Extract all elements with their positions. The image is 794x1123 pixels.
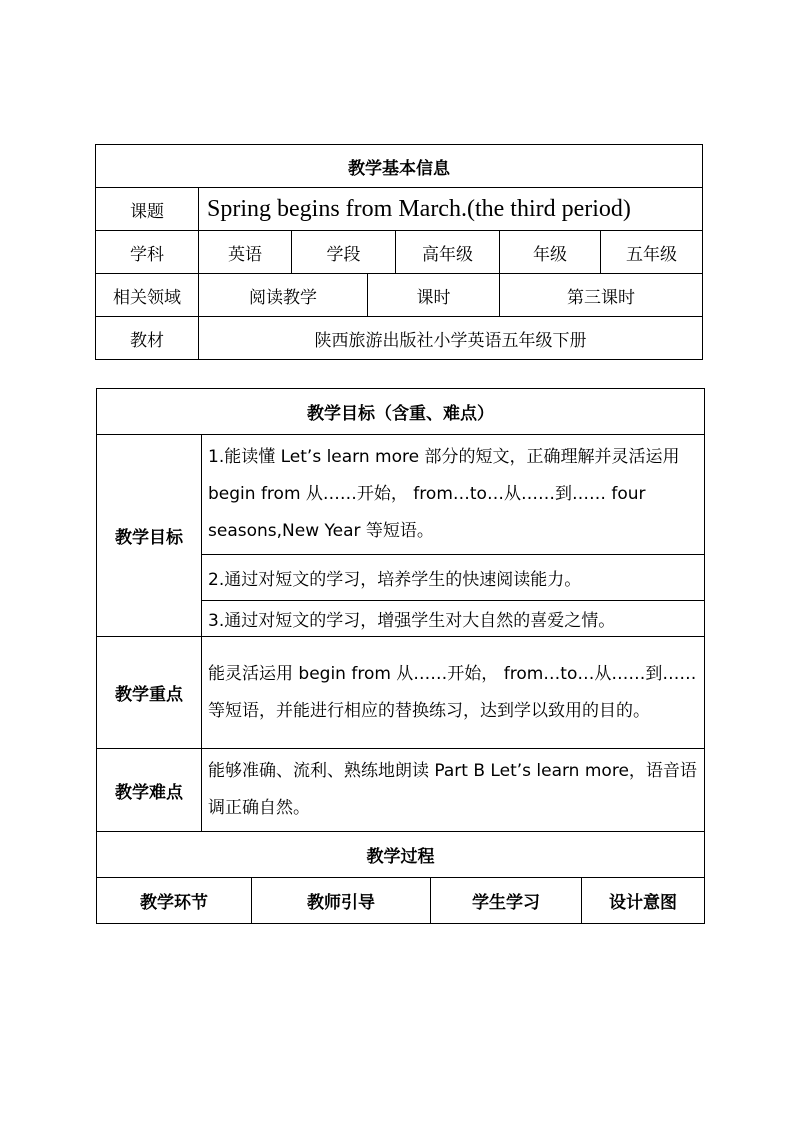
field-label: 相关领域 xyxy=(96,274,199,317)
basic-info-table xyxy=(95,144,703,360)
process-column-header: 教师引导 xyxy=(252,878,431,924)
process-column-header: 设计意图 xyxy=(582,878,705,924)
material-value: 陕西旅游出版社小学英语五年级下册 xyxy=(199,317,703,360)
objectives-table xyxy=(96,388,705,924)
stage-label: 学段 xyxy=(292,231,396,274)
stage-value: 高年级 xyxy=(396,231,500,274)
grade-label: 年级 xyxy=(500,231,601,274)
goal-item-2: 2.通过对短文的学习，培养学生的快速阅读能力。 xyxy=(202,555,705,601)
field-value: 阅读教学 xyxy=(199,274,368,317)
subject-label: 学科 xyxy=(96,231,199,274)
process-header: 教学过程 xyxy=(97,832,705,878)
subject-value: 英语 xyxy=(199,231,292,274)
period-label: 课时 xyxy=(368,274,500,317)
process-column-header: 教学环节 xyxy=(97,878,252,924)
key-points-label: 教学重点 xyxy=(97,637,202,749)
topic-value: Spring begins from March.(the third period) xyxy=(199,188,703,231)
goal-item-1: 1.能读懂 Let’s learn more 部分的短文，正确理解并灵活运用 begin from 从……开始， from…to…从……到…… four seasons,New Year 等短语。 xyxy=(202,435,705,555)
goal-item-3: 3.通过对短文的学习，增强学生对大自然的喜爱之情。 xyxy=(202,601,705,637)
basic-info-header: 教学基本信息 xyxy=(96,145,703,188)
material-label: 教材 xyxy=(96,317,199,360)
goals-label: 教学目标 xyxy=(97,435,202,637)
process-column-header: 学生学习 xyxy=(431,878,582,924)
period-value: 第三课时 xyxy=(500,274,703,317)
difficult-points-label: 教学难点 xyxy=(97,749,202,832)
difficult-points-value: 能够准确、流利、熟练地朗读 Part B Let’s learn more，语音语调正确自然。 xyxy=(202,749,705,832)
grade-value: 五年级 xyxy=(601,231,703,274)
topic-label: 课题 xyxy=(96,188,199,231)
objectives-header: 教学目标（含重、难点） xyxy=(97,389,705,435)
key-points-value: 能灵活运用 begin from 从……开始， from…to…从……到……等短语，并能进行相应的替换练习，达到学以致用的目的。 xyxy=(202,637,705,749)
